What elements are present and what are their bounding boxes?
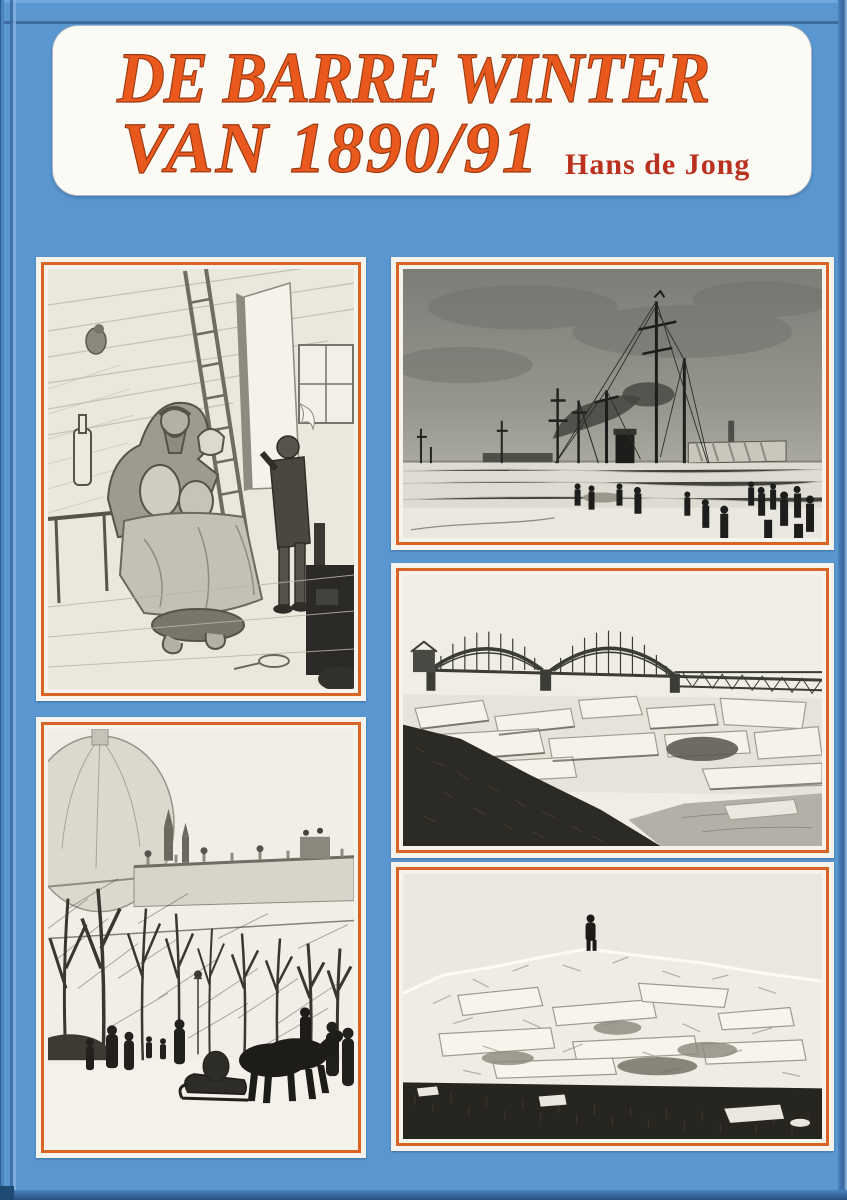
cover-left-edge-line bbox=[0, 0, 1, 1200]
book-author: Hans de Jong bbox=[565, 148, 751, 181]
window bbox=[299, 345, 353, 429]
attic-family-illustration bbox=[48, 269, 354, 689]
cover-top-crease bbox=[0, 21, 847, 24]
cover-hinge-highlight bbox=[13, 0, 16, 1200]
book-title-line2: VAN 1890/91 bbox=[121, 108, 540, 188]
cover-bottom-edge bbox=[0, 1190, 847, 1200]
cover-bottom-left-corner bbox=[0, 1186, 14, 1200]
photo-frame-park-horse-sledge bbox=[36, 717, 366, 1158]
man-on-ice-pile-mat bbox=[396, 867, 829, 1146]
photo-frame-ships-in-ice bbox=[391, 257, 834, 550]
bridge-ice-floes-photo bbox=[403, 575, 822, 846]
photo-frame-man-on-ice-pile bbox=[391, 862, 834, 1151]
bridge-ice-floes-mat bbox=[396, 568, 829, 853]
man-on-ice-pile-photo bbox=[403, 874, 822, 1139]
photo-frame-attic-family bbox=[36, 257, 366, 701]
park-horse-sledge-mat bbox=[41, 722, 361, 1153]
ice-hollow bbox=[666, 737, 738, 761]
photo-frame-bridge-ice-floes bbox=[391, 563, 834, 858]
cover-top-edge bbox=[0, 0, 847, 3]
book-title-line1: DE BARRE WINTER bbox=[117, 38, 710, 118]
title-panel bbox=[52, 25, 812, 196]
cover-right-edge bbox=[838, 0, 847, 1200]
attic-family-mat bbox=[41, 262, 361, 696]
park-horse-sledge-photo bbox=[48, 729, 354, 1146]
ships-in-ice-mat bbox=[396, 262, 829, 545]
ships-in-ice-engraving bbox=[403, 269, 822, 538]
